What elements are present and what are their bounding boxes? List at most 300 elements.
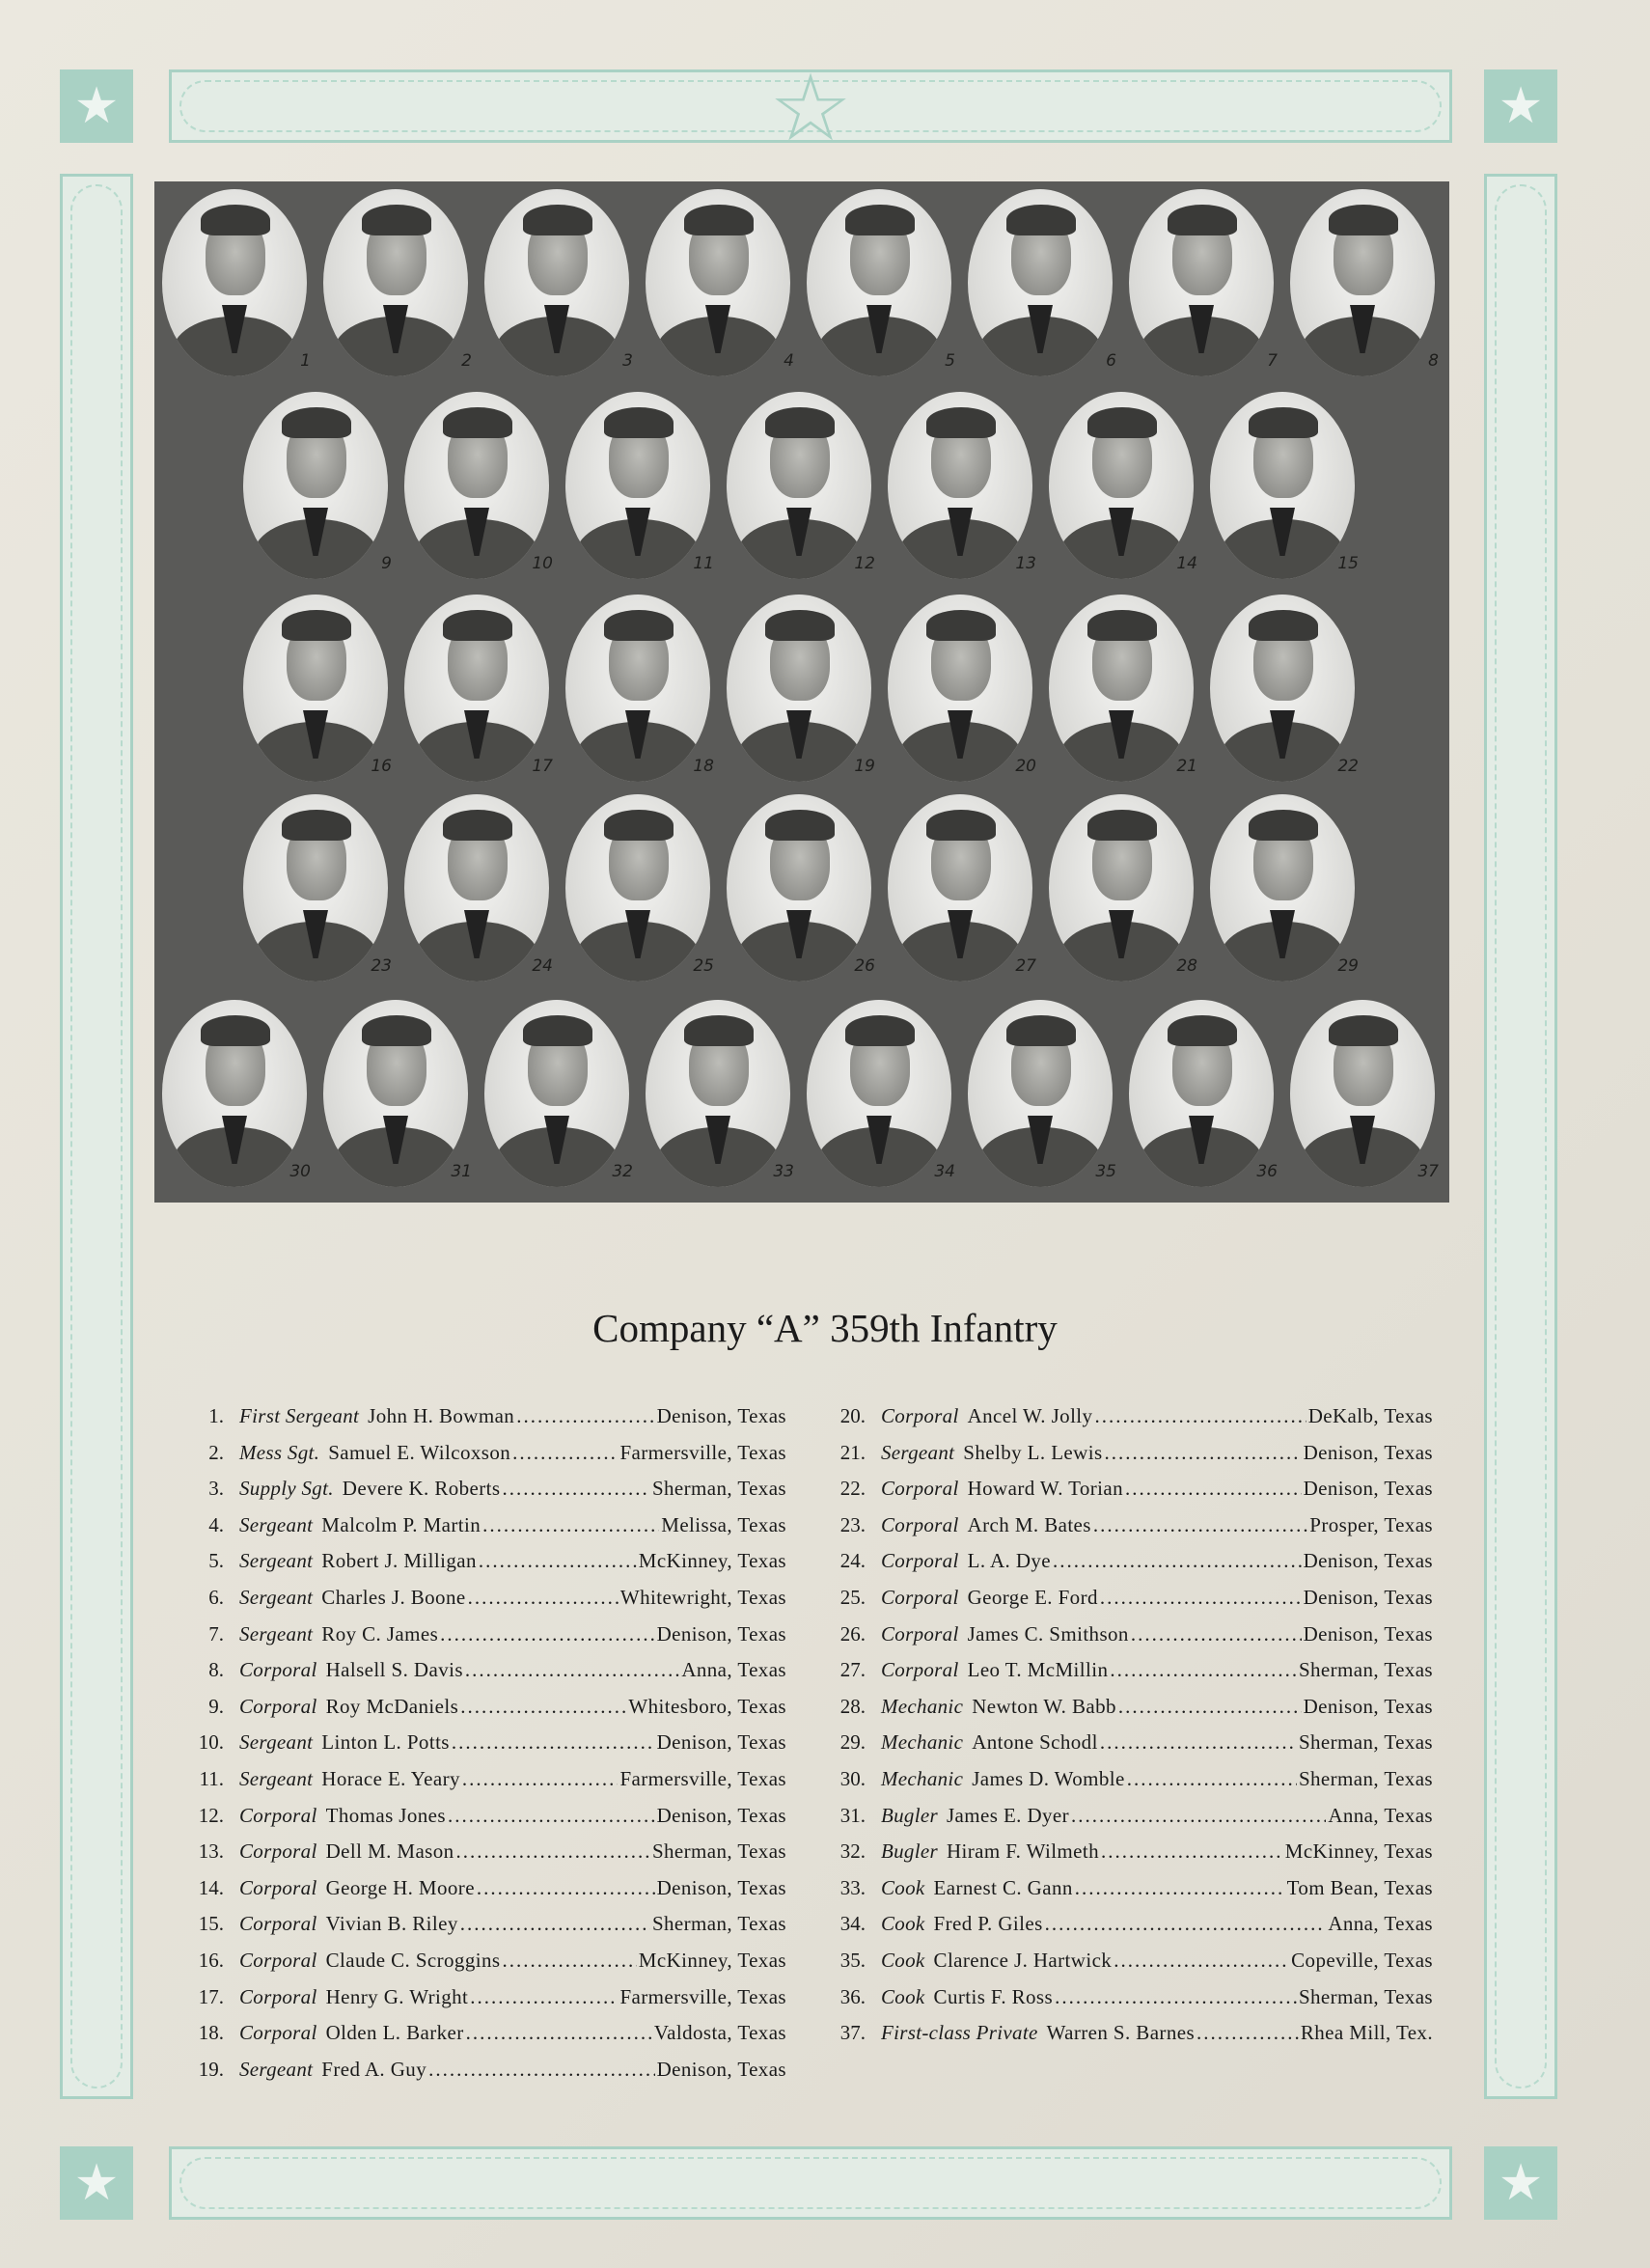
entry-rank: Corporal bbox=[881, 1585, 959, 1609]
roster-entry bbox=[174, 1767, 786, 1804]
roster-entry bbox=[174, 1949, 786, 1985]
oval-frame bbox=[1210, 794, 1355, 982]
oval-frame bbox=[243, 794, 388, 982]
portrait-photo bbox=[404, 794, 553, 982]
entry-hometown: Denison, Texas bbox=[1303, 1621, 1433, 1646]
roster-entry bbox=[174, 1804, 786, 1840]
entry-rank: Corporal bbox=[239, 2021, 317, 2045]
entry-hometown: Tom Bean, Texas bbox=[1286, 1875, 1433, 1899]
hair bbox=[282, 407, 351, 438]
entry-rank: Corporal bbox=[881, 1512, 959, 1536]
entry-rank: Cook bbox=[881, 1984, 925, 2008]
leader-dots bbox=[460, 1695, 626, 1719]
oval-frame bbox=[888, 794, 1032, 982]
hair bbox=[604, 407, 674, 438]
roster-entry bbox=[815, 1876, 1433, 1913]
portrait-number: 27 bbox=[1015, 956, 1036, 976]
laurel-ornament bbox=[1495, 184, 1547, 2088]
portrait-photo bbox=[1049, 392, 1197, 579]
roster-entry bbox=[815, 1622, 1433, 1659]
entry-name: Arch M. Bates bbox=[967, 1512, 1091, 1536]
oval-frame bbox=[1129, 1000, 1274, 1187]
leader-dots bbox=[428, 2058, 655, 2082]
entry-hometown: Anna, Texas bbox=[1328, 1912, 1433, 1936]
portrait-photo bbox=[888, 794, 1036, 982]
entry-number: 22. bbox=[839, 1477, 866, 1501]
entry-name: Roy C. James bbox=[321, 1621, 439, 1646]
hair bbox=[1249, 810, 1318, 841]
leader-dots bbox=[1131, 1622, 1302, 1646]
entry-hometown: Whitesboro, Texas bbox=[628, 1694, 786, 1718]
oval-frame bbox=[565, 392, 710, 579]
entry-number: 33. bbox=[839, 1875, 866, 1899]
portrait-number: 29 bbox=[1337, 956, 1359, 976]
entry-rank: Corporal bbox=[239, 1658, 317, 1682]
entry-name: Halsell S. Davis bbox=[325, 1658, 463, 1682]
entry-name: George H. Moore bbox=[325, 1875, 475, 1899]
oval-frame bbox=[727, 595, 871, 782]
leader-dots bbox=[452, 1730, 655, 1755]
oval-frame bbox=[404, 392, 549, 579]
entry-rank: Corporal bbox=[881, 1621, 959, 1646]
hair bbox=[443, 610, 512, 641]
oval-frame bbox=[323, 1000, 468, 1187]
hair bbox=[443, 810, 512, 841]
entry-rank: Corporal bbox=[239, 1839, 317, 1864]
entry-hometown: McKinney, Texas bbox=[638, 1549, 786, 1573]
leader-dots bbox=[1110, 1658, 1297, 1682]
entry-number: 2. bbox=[208, 1440, 224, 1464]
portrait-number: 15 bbox=[1337, 554, 1359, 573]
entry-name: Howard W. Torian bbox=[967, 1477, 1124, 1501]
hair bbox=[765, 610, 835, 641]
entry-name: Robert J. Milligan bbox=[321, 1549, 477, 1573]
roster-entry bbox=[815, 1549, 1433, 1586]
entry-rank: Corporal bbox=[881, 1549, 959, 1573]
entry-name: Clarence J. Hartwick bbox=[933, 1948, 1113, 1972]
hair bbox=[1249, 610, 1318, 641]
portrait-photo bbox=[888, 392, 1036, 579]
entry-name: Samuel E. Wilcoxson bbox=[328, 1440, 511, 1464]
entry-hometown: Denison, Texas bbox=[656, 1621, 786, 1646]
leader-dots bbox=[512, 1441, 618, 1465]
hair bbox=[1087, 610, 1157, 641]
entry-rank: Bugler bbox=[881, 1839, 938, 1864]
hair bbox=[523, 1015, 592, 1046]
hair bbox=[684, 205, 754, 235]
oval-frame bbox=[484, 189, 629, 376]
roster-entry bbox=[174, 1441, 786, 1478]
entry-hometown: Sherman, Texas bbox=[651, 1912, 786, 1936]
portrait-number: 35 bbox=[1095, 1162, 1116, 1181]
leader-dots bbox=[1071, 1804, 1326, 1828]
oval-frame bbox=[1210, 595, 1355, 782]
roster-entry bbox=[174, 2058, 786, 2094]
entry-number: 30. bbox=[839, 1766, 866, 1790]
leader-dots bbox=[456, 1839, 650, 1864]
portrait-photo bbox=[968, 1000, 1116, 1187]
entry-name: Malcolm P. Martin bbox=[321, 1512, 481, 1536]
oval-frame bbox=[727, 392, 871, 579]
oval-frame bbox=[1210, 392, 1355, 579]
entry-name: Curtis F. Ross bbox=[933, 1984, 1054, 2008]
roster-entry bbox=[815, 1730, 1433, 1767]
entry-name: George E. Ford bbox=[967, 1585, 1098, 1609]
entry-number: 36. bbox=[839, 1984, 866, 2008]
entry-rank: Corporal bbox=[239, 1912, 317, 1936]
portrait-photo bbox=[565, 392, 714, 579]
portrait-photo bbox=[1290, 189, 1439, 376]
entry-number: 3. bbox=[208, 1477, 224, 1501]
entry-hometown: Anna, Texas bbox=[681, 1658, 786, 1682]
roster-entry bbox=[815, 1477, 1433, 1513]
hair bbox=[1249, 407, 1318, 438]
entry-number: 18. bbox=[198, 2021, 224, 2045]
entry-name: Linton L. Potts bbox=[321, 1730, 450, 1755]
entry-rank: Sergeant bbox=[239, 2057, 314, 2081]
portrait-photo bbox=[243, 392, 392, 579]
entry-number: 37. bbox=[839, 2021, 866, 2045]
entry-name: Claude C. Scroggins bbox=[325, 1948, 501, 1972]
leader-dots bbox=[460, 1912, 650, 1936]
portrait-number: 14 bbox=[1176, 554, 1197, 573]
entry-rank: Mechanic bbox=[881, 1730, 964, 1755]
leader-dots bbox=[1045, 1912, 1327, 1936]
entry-name: Devere K. Roberts bbox=[342, 1477, 501, 1501]
entry-number: 20. bbox=[839, 1404, 866, 1427]
leader-dots bbox=[470, 1985, 618, 2009]
entry-number: 14. bbox=[198, 1875, 224, 1899]
roster-entry bbox=[815, 1441, 1433, 1478]
oval-frame bbox=[565, 595, 710, 782]
leader-dots bbox=[462, 1767, 619, 1791]
portrait-photo bbox=[404, 392, 553, 579]
leader-dots bbox=[502, 1949, 636, 1973]
oval-frame bbox=[968, 1000, 1113, 1187]
entry-name: Olden L. Barker bbox=[325, 2021, 464, 2045]
portrait-number: 31 bbox=[451, 1162, 472, 1181]
oval-frame bbox=[404, 595, 549, 782]
leader-dots bbox=[1093, 1513, 1307, 1537]
leader-dots bbox=[1101, 1839, 1283, 1864]
portrait-row bbox=[154, 189, 1449, 382]
portrait-photo bbox=[323, 1000, 472, 1187]
oval-frame bbox=[1290, 1000, 1435, 1187]
roster-entry bbox=[174, 1876, 786, 1913]
portrait-number: 12 bbox=[854, 554, 875, 573]
entry-name: Warren S. Barnes bbox=[1046, 2021, 1196, 2045]
roster-entry bbox=[815, 1949, 1433, 1985]
roster-entry bbox=[815, 1404, 1433, 1441]
portrait-photo bbox=[323, 189, 472, 376]
leader-dots bbox=[1055, 1985, 1297, 2009]
portrait-number: 28 bbox=[1176, 956, 1197, 976]
hair bbox=[604, 810, 674, 841]
hair bbox=[845, 1015, 915, 1046]
oval-frame bbox=[888, 595, 1032, 782]
entry-name: Fred A. Guy bbox=[321, 2057, 427, 2081]
roster-entry bbox=[815, 1586, 1433, 1622]
entry-rank: Corporal bbox=[239, 1803, 317, 1827]
roster-entry bbox=[174, 1404, 786, 1441]
roster-entry bbox=[815, 1985, 1433, 2022]
entry-number: 17. bbox=[198, 1984, 224, 2008]
portrait-number: 34 bbox=[934, 1162, 955, 1181]
star-icon: ★ bbox=[1484, 69, 1557, 143]
entry-name: Ancel W. Jolly bbox=[967, 1404, 1093, 1427]
entry-name: James D. Womble bbox=[972, 1766, 1125, 1790]
portrait-photo-grid bbox=[154, 181, 1449, 1203]
portrait-number: 33 bbox=[773, 1162, 794, 1181]
entry-number: 25. bbox=[839, 1585, 866, 1609]
oval-frame bbox=[888, 392, 1032, 579]
leader-dots bbox=[1053, 1549, 1302, 1573]
leader-dots bbox=[1118, 1695, 1302, 1719]
entry-number: 23. bbox=[839, 1512, 866, 1536]
hair bbox=[282, 610, 351, 641]
leader-dots bbox=[1105, 1441, 1302, 1465]
hair bbox=[765, 810, 835, 841]
leader-dots bbox=[440, 1622, 654, 1646]
entry-rank: Sergeant bbox=[239, 1585, 314, 1609]
oval-frame bbox=[1049, 595, 1194, 782]
entry-rank: Corporal bbox=[881, 1658, 959, 1682]
entry-number: 4. bbox=[208, 1512, 224, 1536]
entry-rank: First Sergeant bbox=[239, 1404, 360, 1427]
entry-hometown: Sherman, Texas bbox=[651, 1477, 786, 1501]
oval-frame bbox=[404, 794, 549, 982]
oval-frame bbox=[565, 794, 710, 982]
entry-hometown: Denison, Texas bbox=[1303, 1694, 1433, 1718]
roster-entry bbox=[815, 2021, 1433, 2058]
entry-number: 16. bbox=[198, 1948, 224, 1972]
portrait-number: 4 bbox=[784, 351, 794, 371]
portrait-photo bbox=[1049, 794, 1197, 982]
oval-frame bbox=[727, 794, 871, 982]
roster-entry bbox=[815, 1804, 1433, 1840]
oval-frame bbox=[243, 392, 388, 579]
hair bbox=[362, 205, 431, 235]
roster-entry bbox=[174, 1513, 786, 1550]
portrait-photo bbox=[727, 794, 875, 982]
entry-number: 29. bbox=[839, 1730, 866, 1755]
hair bbox=[1168, 205, 1237, 235]
entry-name: Thomas Jones bbox=[325, 1803, 446, 1827]
entry-rank: Mechanic bbox=[881, 1694, 964, 1718]
entry-hometown: Anna, Texas bbox=[1328, 1803, 1433, 1827]
hair bbox=[1329, 205, 1398, 235]
portrait-number: 22 bbox=[1337, 757, 1359, 776]
entry-rank: Supply Sgt. bbox=[239, 1477, 334, 1501]
oval-frame bbox=[646, 1000, 790, 1187]
entry-rank: Corporal bbox=[239, 1984, 317, 2008]
entry-rank: Corporal bbox=[881, 1477, 959, 1501]
portrait-photo bbox=[1129, 1000, 1278, 1187]
entry-hometown: Farmersville, Texas bbox=[619, 1440, 786, 1464]
hair bbox=[604, 610, 674, 641]
portrait-photo bbox=[1049, 595, 1197, 782]
portrait-photo bbox=[243, 794, 392, 982]
portrait-photo bbox=[565, 595, 714, 782]
entry-number: 7. bbox=[208, 1621, 224, 1646]
portrait-photo bbox=[565, 794, 714, 982]
portrait-number: 17 bbox=[532, 757, 553, 776]
entry-name: Earnest C. Gann bbox=[933, 1875, 1073, 1899]
entry-number: 12. bbox=[198, 1803, 224, 1827]
roster-entry bbox=[815, 1513, 1433, 1550]
entry-name: Vivian B. Riley bbox=[325, 1912, 458, 1936]
hair bbox=[1006, 1015, 1076, 1046]
entry-hometown: DeKalb, Texas bbox=[1307, 1404, 1433, 1427]
entry-number: 21. bbox=[839, 1440, 866, 1464]
portrait-number: 20 bbox=[1015, 757, 1036, 776]
page-title: Company “A” 359th Infantry bbox=[592, 1306, 1058, 1350]
roster-entry bbox=[174, 1622, 786, 1659]
portrait-row bbox=[154, 1000, 1449, 1193]
hair bbox=[443, 407, 512, 438]
roster-entry bbox=[174, 2021, 786, 2058]
roster-entry bbox=[815, 1839, 1433, 1876]
hair bbox=[845, 205, 915, 235]
portrait-photo bbox=[968, 189, 1116, 376]
hair bbox=[201, 1015, 270, 1046]
entry-rank: Cook bbox=[881, 1912, 925, 1936]
entry-hometown: Farmersville, Texas bbox=[619, 1984, 786, 2008]
leader-dots bbox=[1075, 1876, 1285, 1900]
entry-name: Leo T. McMillin bbox=[967, 1658, 1109, 1682]
portrait-number: 30 bbox=[289, 1162, 311, 1181]
portrait-number: 6 bbox=[1106, 351, 1116, 371]
entry-name: L. A. Dye bbox=[967, 1549, 1052, 1573]
portrait-photo bbox=[727, 595, 875, 782]
entry-rank: Mechanic bbox=[881, 1766, 964, 1790]
portrait-number: 9 bbox=[381, 554, 392, 573]
entry-rank: Corporal bbox=[239, 1875, 317, 1899]
entry-hometown: Sherman, Texas bbox=[1298, 1730, 1433, 1755]
entry-name: James E. Dyer bbox=[946, 1803, 1070, 1827]
portrait-photo bbox=[484, 189, 633, 376]
portrait-number: 16 bbox=[371, 757, 392, 776]
entry-hometown: Denison, Texas bbox=[656, 1875, 786, 1899]
portrait-photo bbox=[646, 1000, 794, 1187]
entry-hometown: Denison, Texas bbox=[656, 1730, 786, 1755]
entry-rank: Cook bbox=[881, 1948, 925, 1972]
entry-hometown: Sherman, Texas bbox=[1298, 1766, 1433, 1790]
entry-hometown: Denison, Texas bbox=[1303, 1549, 1433, 1573]
hair bbox=[1087, 407, 1157, 438]
roster-entry bbox=[174, 1658, 786, 1695]
portrait-number: 10 bbox=[532, 554, 553, 573]
oval-frame bbox=[323, 189, 468, 376]
portrait-number: 19 bbox=[854, 757, 875, 776]
portrait-number: 3 bbox=[622, 351, 633, 371]
entry-rank: First-class Private bbox=[881, 2021, 1038, 2045]
roster-entry bbox=[174, 1985, 786, 2022]
leader-dots bbox=[1114, 1949, 1289, 1973]
portrait-number: 5 bbox=[945, 351, 955, 371]
portrait-number: 13 bbox=[1015, 554, 1036, 573]
hair bbox=[926, 407, 996, 438]
roster-entry bbox=[174, 1839, 786, 1876]
portrait-photo bbox=[807, 1000, 955, 1187]
entry-number: 1. bbox=[208, 1404, 224, 1427]
entry-rank: Corporal bbox=[881, 1404, 959, 1427]
laurel-ornament bbox=[179, 2157, 1442, 2209]
leader-dots bbox=[516, 1404, 654, 1428]
entry-number: 8. bbox=[208, 1658, 224, 1682]
portrait-number: 11 bbox=[693, 554, 714, 573]
roster-column-right bbox=[815, 1404, 1433, 2058]
entry-hometown: Prosper, Texas bbox=[1309, 1512, 1433, 1536]
oval-frame bbox=[243, 595, 388, 782]
star-icon: ★ bbox=[1484, 2146, 1557, 2220]
oval-frame bbox=[1049, 392, 1194, 579]
entry-hometown: Melissa, Texas bbox=[661, 1512, 786, 1536]
portrait-photo bbox=[404, 595, 553, 782]
entry-number: 13. bbox=[198, 1839, 224, 1864]
hair bbox=[523, 205, 592, 235]
leader-dots bbox=[1094, 1404, 1306, 1428]
portrait-photo bbox=[1210, 392, 1359, 579]
entry-hometown: Rhea Mill, Tex. bbox=[1300, 2021, 1433, 2045]
entry-rank: Sergeant bbox=[239, 1512, 314, 1536]
portrait-number: 8 bbox=[1428, 351, 1439, 371]
hair bbox=[684, 1015, 754, 1046]
entry-name: Horace E. Yeary bbox=[321, 1766, 460, 1790]
leader-dots bbox=[1100, 1586, 1302, 1610]
entry-hometown: Valdosta, Texas bbox=[653, 2021, 786, 2045]
entry-hometown: Denison, Texas bbox=[1303, 1440, 1433, 1464]
roster-entry bbox=[174, 1695, 786, 1731]
hair bbox=[926, 810, 996, 841]
entry-rank: Sergeant bbox=[881, 1440, 955, 1464]
oval-frame bbox=[1049, 794, 1194, 982]
portrait-photo bbox=[162, 1000, 311, 1187]
entry-rank: Sergeant bbox=[239, 1549, 314, 1573]
oval-frame bbox=[807, 189, 951, 376]
portrait-number: 18 bbox=[693, 757, 714, 776]
portrait-number: 24 bbox=[532, 956, 553, 976]
entry-hometown: Denison, Texas bbox=[1303, 1585, 1433, 1609]
left-border-band bbox=[60, 174, 133, 2099]
leader-dots bbox=[1100, 1730, 1297, 1755]
leader-dots bbox=[1127, 1767, 1297, 1791]
bottom-border-band bbox=[169, 2146, 1452, 2220]
hair bbox=[1087, 810, 1157, 841]
roster-entry bbox=[815, 1695, 1433, 1731]
entry-hometown: Whitewright, Texas bbox=[619, 1585, 786, 1609]
oval-frame bbox=[162, 189, 307, 376]
leader-dots bbox=[1196, 2021, 1299, 2045]
entry-number: 6. bbox=[208, 1585, 224, 1609]
entry-hometown: Sherman, Texas bbox=[1298, 1984, 1433, 2008]
hair bbox=[1329, 1015, 1398, 1046]
portrait-photo bbox=[1210, 595, 1359, 782]
roster-column-left bbox=[174, 1404, 786, 2093]
portrait-photo bbox=[727, 392, 875, 579]
entry-name: John H. Bowman bbox=[368, 1404, 515, 1427]
star-icon: ☆ bbox=[768, 54, 853, 162]
hair bbox=[201, 205, 270, 235]
leader-dots bbox=[482, 1513, 659, 1537]
entry-number: 5. bbox=[208, 1549, 224, 1573]
entry-name: Antone Schodl bbox=[972, 1730, 1098, 1755]
oval-frame bbox=[162, 1000, 307, 1187]
hair bbox=[1006, 205, 1076, 235]
leader-dots bbox=[1125, 1477, 1302, 1501]
leader-dots bbox=[502, 1477, 649, 1501]
portrait-photo bbox=[646, 189, 794, 376]
